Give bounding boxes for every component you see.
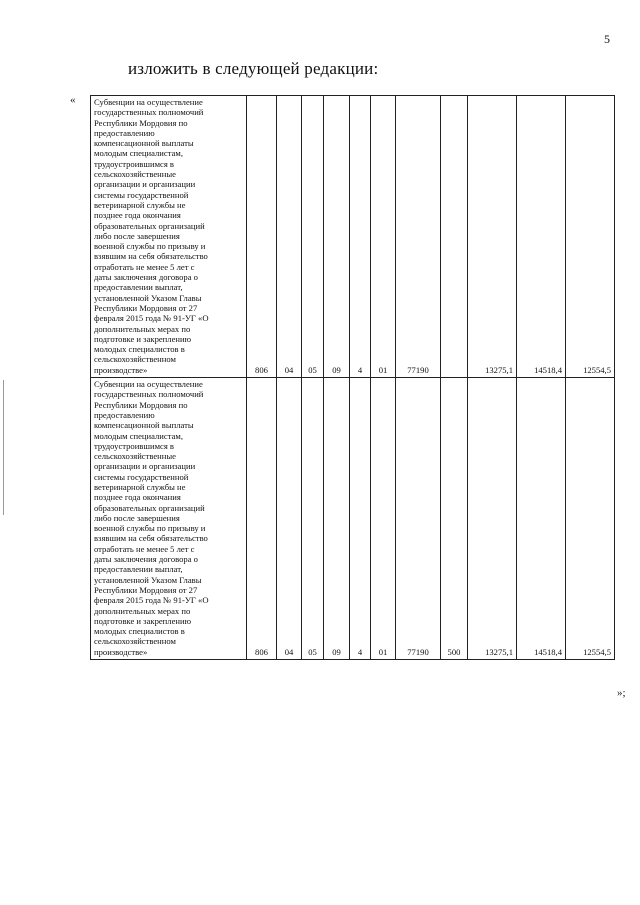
name-line: трудоустроившимся в <box>94 158 174 169</box>
name-line: предоставлению <box>94 127 155 138</box>
name-line: либо после завершения <box>94 512 180 523</box>
name-line: сельскохозяйственные <box>94 169 176 180</box>
name-line: отработать не менее 5 лет с <box>94 261 195 272</box>
table-row <box>91 96 615 378</box>
name-line: молодым специалистам, <box>94 148 183 159</box>
name-line: сельскохозяйственном <box>94 636 176 647</box>
subprogram-code-cell: 4 <box>350 96 371 378</box>
name-line: молодым специалистам, <box>94 430 183 441</box>
name-line: установленной Указом Главы <box>94 574 202 585</box>
name-line: компенсационной выплаты <box>94 138 194 149</box>
row-name-cell <box>91 96 247 378</box>
name-line: предоставлении выплат, <box>94 282 183 293</box>
name-line: Республики Мордовия от 27 <box>94 302 198 313</box>
name-line: даты заключения договора о <box>94 272 198 283</box>
expense-type-cell <box>441 96 468 378</box>
name-line: Субвенции на осуществление <box>94 97 203 107</box>
name-line: образовательных организаций <box>94 502 205 513</box>
name-line: производстве» <box>94 646 148 657</box>
row-name-cell <box>91 378 247 660</box>
ministry-code-cell: 806 <box>247 378 277 660</box>
amount-cell-3: 12554,5 <box>566 96 615 378</box>
name-line: ветеринарной службы не <box>94 481 186 492</box>
name-line: Республики Мордовия по <box>94 399 188 410</box>
program-code-cell: 09 <box>324 96 350 378</box>
subprogram-code-cell: 4 <box>350 378 371 660</box>
name-line: позднее года окончания <box>94 492 181 503</box>
name-line: трудоустроившимся в <box>94 440 174 451</box>
name-line: организации и организации <box>94 461 196 472</box>
name-line: взявшим на себя обязательство <box>94 533 208 544</box>
budget-table <box>90 95 615 660</box>
name-line: установленной Указом Главы <box>94 292 202 303</box>
ministry-code-cell: 806 <box>247 96 277 378</box>
direction-code-cell: 77190 <box>396 378 441 660</box>
amount-cell-1: 13275,1 <box>468 96 517 378</box>
name-line: компенсационной выплаты <box>94 420 194 431</box>
name-line: взявшим на себя обязательство <box>94 251 208 262</box>
name-line: сельскохозяйственном <box>94 354 176 365</box>
name-line: ветеринарной службы не <box>94 199 186 210</box>
name-line: сельскохозяйственные <box>94 451 176 462</box>
name-line: организации и организации <box>94 179 196 190</box>
subsection-code-cell: 05 <box>302 96 324 378</box>
name-line: предоставлению <box>94 409 155 420</box>
close-quote: »; <box>617 687 626 699</box>
amount-cell-2: 14518,4 <box>517 96 566 378</box>
name-line: производстве» <box>94 364 148 375</box>
program-code-cell: 09 <box>324 378 350 660</box>
activity-code-cell: 01 <box>371 378 396 660</box>
section-code-cell: 04 <box>277 378 302 660</box>
name-line: февраля 2015 года № 91-УГ «О <box>94 595 209 606</box>
name-line: даты заключения договора о <box>94 554 198 565</box>
section-code-cell: 04 <box>277 96 302 378</box>
name-line: февраля 2015 года № 91-УГ «О <box>94 313 209 324</box>
name-line: военной службы по призыву и <box>94 241 206 252</box>
name-line: Субвенции на осуществление <box>94 379 203 390</box>
table-row <box>91 378 615 660</box>
subsection-code-cell: 05 <box>302 378 324 660</box>
activity-code-cell: 01 <box>371 96 396 378</box>
name-line: подготовке и закреплению <box>94 333 191 344</box>
name-line: Республики Мордовия по <box>94 117 188 128</box>
name-line: дополнительных мерах по <box>94 323 191 334</box>
name-line: образовательных организаций <box>94 220 205 231</box>
name-line: подготовке и закреплению <box>94 615 191 626</box>
name-line: позднее года окончания <box>94 210 181 221</box>
open-quote: « <box>70 94 76 106</box>
page-number: 5 <box>604 32 610 46</box>
name-line: системы государственной <box>94 471 189 482</box>
direction-code-cell: 77190 <box>396 96 441 378</box>
expense-type-cell: 500 <box>441 378 468 660</box>
intro-text: изложить в следующей редакции: <box>128 59 379 78</box>
amount-cell-3: 12554,5 <box>566 378 615 660</box>
name-line: предоставлении выплат, <box>94 564 183 575</box>
name-line: государственных полномочий <box>94 107 204 118</box>
name-line: молодых специалистов в <box>94 344 185 355</box>
amount-cell-2: 14518,4 <box>517 378 566 660</box>
name-line: дополнительных мерах по <box>94 605 191 616</box>
scan-margin-mark <box>3 380 4 515</box>
name-line: системы государственной <box>94 189 189 200</box>
name-line: государственных полномочий <box>94 389 204 400</box>
name-line: Республики Мордовия от 27 <box>94 584 198 595</box>
amount-cell-1: 13275,1 <box>468 378 517 660</box>
name-line: молодых специалистов в <box>94 626 185 637</box>
name-line: военной службы по призыву и <box>94 523 206 534</box>
name-line: отработать не менее 5 лет с <box>94 543 195 554</box>
name-line: либо после завершения <box>94 230 180 241</box>
